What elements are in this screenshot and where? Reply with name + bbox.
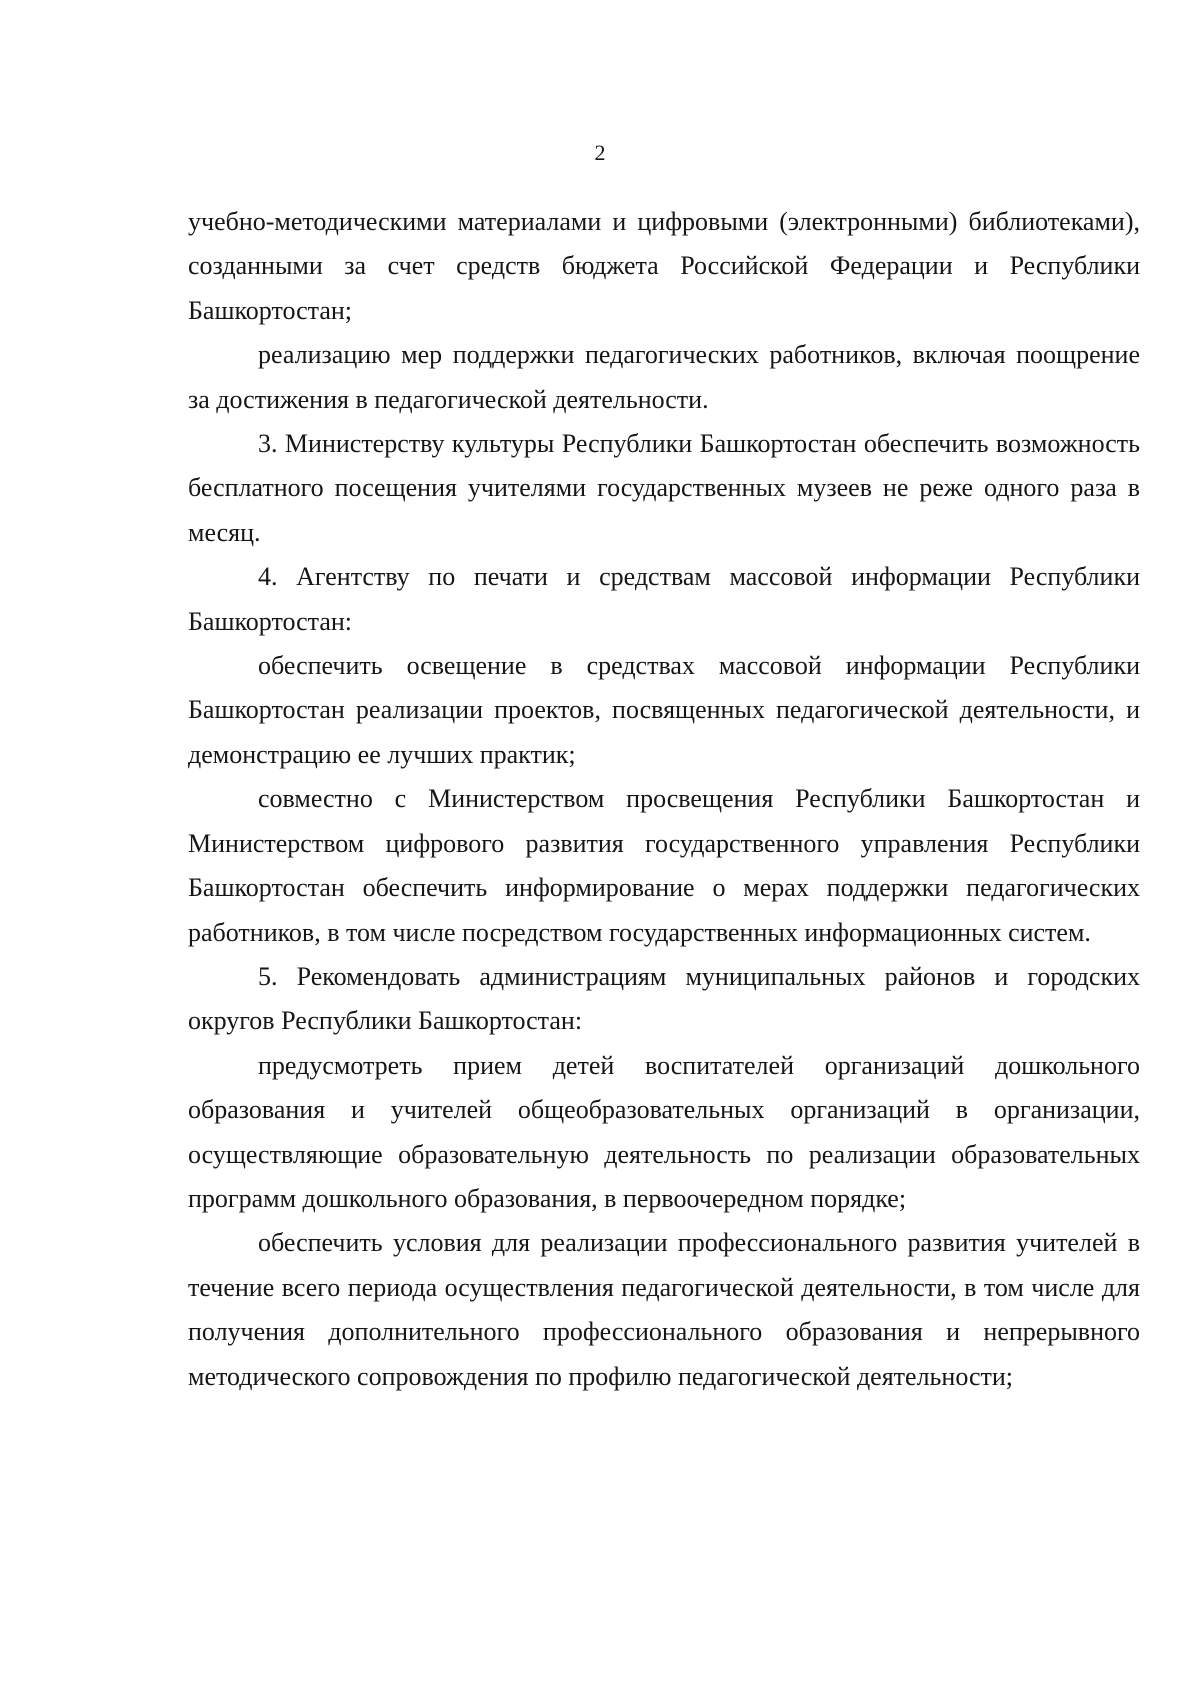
page-number: 2 (594, 140, 606, 165)
paragraph-media-coverage: обеспечить освещение в средствах массовой информации Республики Башкортостан реализации проектов, посвященных педагогической деятельности, и демонстрацию ее лучших практик; (188, 651, 1140, 769)
paragraph-item-3-culture: 3. Министерству культуры Республики Башкортостан обеспечить возможность бесплатного посещения учителями государственных музеев не реже одного раза в месяц. (188, 429, 1140, 547)
paragraph-informing: совместно с Министерством просвещения Республики Башкортостан и Министерством цифрового развития государственного управления Республики Башкортостан обеспечить информирование о мерах поддержки педагогических работников, в том числе посредством государственных информационных систем. (188, 784, 1140, 947)
paragraph-teacher-support: реализацию мер поддержки педагогических работников, включая поощрение за достижения в педагогической деятельности. (188, 340, 1140, 414)
paragraph-continuation: учебно-методическими материалами и цифровыми (электронными) библиотеками), созданными за счет средств бюджета Российской Федерации и Республики Башкортостан; (188, 207, 1140, 325)
paragraph-item-5-recommend: 5. Рекомендовать администрациям муниципальных районов и городских округов Республики Башкортостан: (188, 961, 1140, 1036)
paragraph-professional-development: обеспечить условия для реализации профессионального развития учителей в течение всего периода осуществления педагогической деятельности, в том числе для получения дополнительного профессионального образования и непрерывного методического сопровождения по профилю педагогической деятельности; (188, 1228, 1140, 1391)
paragraph-preschool-admission: предусмотреть прием детей воспитателей организаций дошкольного образования и учителей общеобразовательных организаций в организации, осуществляющие образовательную деятельность по реализации образовательных программ дошкольного образования, в первоочередном порядке; (188, 1050, 1140, 1213)
paragraph-item-4-press-agency: 4. Агентству по печати и средствам массовой информации Республики Башкортостан: (188, 562, 1140, 636)
document-body (188, 200, 1140, 1399)
